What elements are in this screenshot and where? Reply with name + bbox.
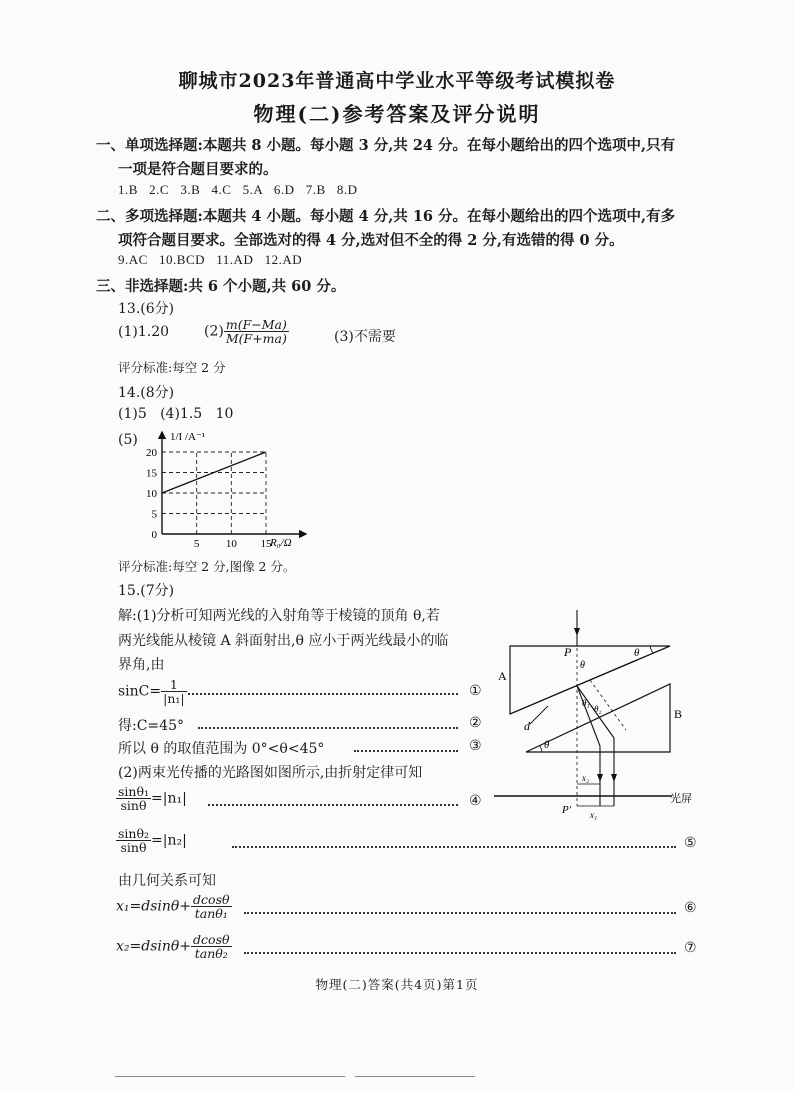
q15-eq1	[118, 678, 187, 705]
section3-heading: 三、非选择题:共 6 个小题,共 60 分。	[96, 278, 346, 295]
q15-eq3-leader	[354, 750, 458, 752]
q13-answer3: (3)不需要	[334, 329, 396, 345]
q15-eq3-mark: ③	[469, 738, 482, 754]
refracted-ray-1	[577, 686, 600, 746]
q15-geometry-note: 由几何关系可知	[118, 873, 216, 889]
q15-eq4-numerator: sinθ₁	[118, 784, 149, 799]
q15-eq4-fraction	[116, 785, 151, 812]
q15-eq2: 得:C=45°	[118, 718, 184, 734]
q14-label: 14.(8分)	[118, 385, 175, 401]
q15-eq4	[116, 785, 187, 812]
bottom-rule-right	[355, 1076, 475, 1077]
label-d: d	[524, 719, 530, 733]
q15-eq4-leader	[208, 804, 458, 806]
q15-eq1-mark: ①	[469, 683, 482, 699]
q15-eq6-denominator: tanθ₁	[194, 906, 228, 922]
label-theta2: θ₂	[594, 704, 602, 714]
q15-eq6	[116, 893, 232, 920]
label-prism-b: B	[674, 707, 683, 721]
chart-y-label: 1/I /A⁻¹	[170, 431, 206, 443]
chart-y-tick-label: 5	[151, 508, 157, 521]
label-x2: x₂	[582, 773, 590, 783]
q15-eq7-mark: ⑦	[684, 940, 697, 956]
q15-eq7-denominator: tanθ₂	[194, 946, 228, 962]
q15-eq6-numerator: dcosθ	[193, 892, 230, 907]
q15-eq2-mark: ②	[469, 715, 482, 731]
prism-light-path-diagram	[490, 606, 702, 822]
document-title: 聊城市2023年普通高中学业水平等级考试模拟卷	[178, 70, 616, 92]
chart-y-tick-label: 15	[146, 467, 157, 480]
q15-eq4-mark: ④	[469, 793, 482, 809]
q15-eq7-fraction	[191, 933, 231, 960]
chart-x-tick-label: 15	[260, 538, 272, 550]
q15-eq5-numerator: sinθ₂	[118, 826, 149, 841]
q15-eq3: 所以 θ 的取值范围为 0°<θ<45°	[118, 741, 325, 757]
chart-y-tick-label: 0	[151, 529, 157, 541]
q14-part5: (5)	[118, 432, 138, 448]
q15-eq4-rhs: =|n₁|	[151, 790, 187, 807]
exit-ray-2-arrow	[611, 774, 617, 782]
section1-heading-cont: 一项是符合题目要求的。	[118, 161, 278, 178]
chart-grid	[162, 452, 266, 534]
q15-solution-line1: 解:(1)分析可知两光线的入射角等于棱镜的顶角 θ,若	[118, 608, 440, 624]
label-point-p: P	[564, 645, 572, 659]
exit-ray-1-arrow	[597, 774, 603, 782]
chart-y-tick-label: 10	[146, 488, 157, 500]
q15-eq5-mark: ⑤	[684, 835, 697, 851]
q13-label: 13.(6分)	[118, 301, 175, 317]
q15-eq6-leader	[244, 912, 676, 914]
q15-eq1-leader	[188, 693, 458, 695]
page-footer: 物理(二)答案(共4页)第1页	[315, 977, 479, 992]
label-point-p-prime: P′	[562, 804, 572, 816]
q15-solution-line3: 界角,由	[118, 657, 165, 673]
q14-grading: 评分标准:每空 2 分,图像 2 分。	[118, 559, 296, 574]
q15-eq1-lhs: sinC=	[118, 683, 162, 700]
q15-eq1-denominator: |n₁|	[163, 691, 185, 707]
q13-answer2-fraction	[224, 318, 289, 345]
q15-eq7-leader	[244, 952, 676, 954]
chart-x-label: R₀/Ω	[270, 537, 292, 549]
q15-eq5	[116, 827, 187, 854]
q15-eq4-denominator: sinθ	[120, 798, 147, 814]
chart-y-tick-label: 20	[146, 447, 157, 459]
q13-answer2	[204, 318, 289, 345]
angle-arc-top	[650, 646, 653, 653]
label-theta-apex: θ	[634, 647, 640, 659]
label-theta-bottom: θ	[544, 739, 550, 751]
q13-answer2-denominator: M(F+ma)	[225, 331, 287, 347]
q15-eq6-fraction	[191, 893, 231, 920]
q15-eq2-leader	[198, 727, 458, 729]
q15-eq6-mark: ⑥	[684, 900, 697, 916]
q13-grading: 评分标准:每空 2 分	[118, 360, 226, 375]
q15-eq1-fraction	[161, 678, 186, 705]
section1-heading: 一、单项选择题:本题共 8 小题。每小题 3 分,共 24 分。在每小题给出的四个选项中,只有	[96, 137, 676, 154]
q15-eq6-lhs: x₁=dsinθ+	[116, 898, 192, 915]
section2-answers: 9.AC 10.BCD 11.AD 12.AD	[118, 252, 303, 267]
q15-label: 15.(7分)	[118, 583, 175, 599]
bottom-rule-left	[115, 1076, 345, 1077]
q14-graph	[130, 428, 330, 552]
incident-ray-arrow	[574, 628, 580, 636]
q15-eq5-denominator: sinθ	[120, 840, 147, 856]
chart-x-tick-label: 5	[193, 538, 200, 550]
q15-solution-line2: 两光线能从棱镜 A 斜面射出,θ 应小于两光线最小的临	[118, 633, 449, 649]
d-marker	[530, 706, 548, 724]
label-theta-incident: θ	[580, 660, 585, 671]
q15-eq1-numerator: 1	[161, 678, 186, 692]
label-screen: 光屏	[670, 793, 692, 805]
q13-answer1: (1)1.20	[118, 324, 170, 340]
label-prism-a: A	[498, 669, 507, 683]
q15-eq5-fraction	[116, 827, 151, 854]
q15-eq5-leader	[232, 846, 676, 848]
q14-answers: (1)5 (4)1.5 10	[118, 406, 234, 422]
q13-answer2-prefix: (2)	[204, 323, 224, 340]
document-subtitle: 物理(二)参考答案及评分说明	[253, 102, 541, 126]
q13-answer2-numerator: m(F−Ma)	[225, 317, 287, 332]
label-x1: x₁	[590, 810, 598, 820]
q15-eq7	[116, 933, 232, 960]
q15-eq5-rhs: =|n₂|	[151, 832, 187, 849]
q15-part2: (2)两束光传播的光路图如图所示,由折射定律可知	[118, 765, 423, 781]
section2-heading-cont: 项符合题目要求。全部选对的得 4 分,选对但不全的得 2 分,有选错的得 0 分。	[118, 232, 624, 249]
section2-heading: 二、多项选择题:本题共 4 小题。每小题 4 分,共 16 分。在每小题给出的四个选项中,有多	[96, 208, 676, 225]
chart-x-tick-label: 10	[225, 538, 237, 550]
label-theta1: θ₁	[582, 698, 590, 708]
q15-eq7-lhs: x₂=dsinθ+	[116, 938, 192, 955]
section1-answers: 1.B 2.C 3.B 4.C 5.A 6.D 7.B 8.D	[118, 182, 358, 197]
angle-arc-bottom	[540, 746, 542, 752]
q15-eq7-numerator: dcosθ	[193, 932, 230, 947]
